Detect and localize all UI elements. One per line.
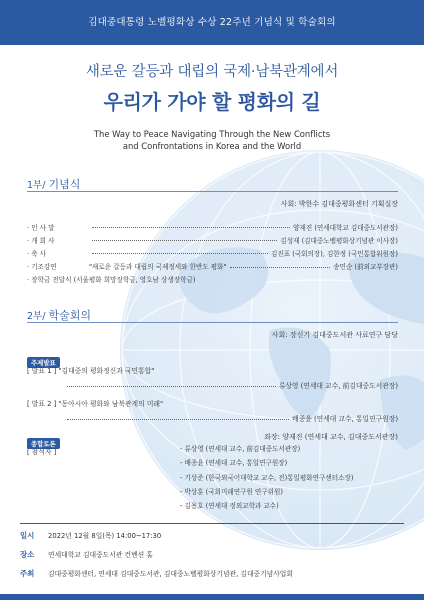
info-host — [20, 568, 293, 579]
part2-title: 학술회의 — [48, 309, 91, 322]
host-value: 김대중평화센터, 연세대 김대중도서관, 김대중노벨평화상기념관, 김대중기념사업회 — [48, 570, 293, 578]
leader-dots — [92, 240, 277, 241]
agenda-speaker: 김성재 (김대중노벨평화상기념관 이사장) — [280, 236, 398, 245]
panelist: - 배종윤 (연세대 교수, 통일연구원장) — [180, 459, 288, 468]
panelist: - 기상준 (한국외국어대학교 교수, 전)통일평화연구센터소장) — [180, 473, 354, 482]
leader-dots — [67, 419, 289, 420]
title-block — [0, 60, 424, 152]
part1-number: 1부/ — [27, 180, 46, 191]
panelist: - 김용호 (연세대 정외교학과 교수) — [180, 502, 279, 511]
agenda-row — [27, 246, 398, 259]
talk-number: [ 발표 1 ] — [27, 367, 57, 375]
place-key: 장소 — [20, 550, 35, 559]
bottom-bar — [0, 594, 424, 600]
leader-dots — [92, 253, 268, 254]
part1-title: 기념식 — [48, 178, 81, 191]
talk-title: "김대중의 평화정신과 국민통합" — [58, 367, 155, 375]
talk-heading — [27, 365, 398, 375]
agenda-label: · 개 회 사 — [27, 236, 55, 245]
panel-chair: 좌장: 양재진 (연세대 교수, 김대중도서관장) — [264, 433, 398, 441]
english-title-line1: The Way to Peace Navigating Through the New Conflicts — [93, 129, 331, 139]
part2-number: 2부/ — [27, 311, 46, 322]
talk-2 — [27, 398, 398, 423]
part1-agenda — [27, 220, 398, 286]
talk-presenter-row — [27, 380, 398, 390]
talk-title: "동아시아 평화와 남북관계의 미래" — [58, 400, 164, 408]
date-key: 일시 — [20, 531, 35, 540]
leader-dots — [230, 267, 331, 268]
panelist: - 류상영 (연세대 교수, 前김대중도서관장) — [180, 445, 301, 453]
english-title-line2: and Confrontations in Korea and the World — [122, 141, 302, 151]
talk-heading — [27, 398, 398, 408]
part2-rule — [27, 322, 398, 323]
agenda-label: · 기조강연 — [27, 263, 57, 272]
host-key: 주최 — [20, 569, 35, 578]
info-date — [20, 530, 161, 541]
banner-text: 김대중대통령 노벨평화상 수상 22주년 기념식 및 학술회의 — [88, 17, 336, 28]
agenda-label: · 축 사 — [27, 249, 47, 258]
talk-number: [ 발표 2 ] — [27, 400, 57, 408]
agenda-row — [27, 220, 398, 233]
agenda-speaker: 양재진 (연세대학교 김대중도서관장) — [293, 223, 398, 232]
info-rule — [20, 523, 404, 524]
part1-rule — [27, 191, 398, 192]
keynote-title: "새로운 갈등과 대립의 국제정세와 한반도 평화" — [89, 263, 227, 272]
talk-presenter: 류상영 (연세대 교수, 前김대중도서관장) — [278, 382, 398, 390]
talk-presenter: 배종윤 (연세대 교수, 통일연구원장) — [292, 415, 398, 423]
panel-label: [ 참석자 ] — [27, 448, 57, 456]
place-value: 연세대학교 김대중도서관 컨벤션 홀 — [48, 551, 153, 559]
panelist: - 박상훈 (국회미래연구원 연구위원) — [180, 487, 283, 496]
agenda-row — [27, 260, 398, 273]
talk-presenter-row — [27, 413, 398, 423]
info-place — [20, 549, 153, 560]
part1-heading — [27, 176, 80, 192]
date-value: 2022년 12월 8일(목) 14:00~17:30 — [48, 532, 162, 540]
main-title: 우리가 가야 할 평화의 길 — [103, 90, 321, 114]
panelist-list — [180, 442, 353, 513]
agenda-speaker: 송민순 (前외교부장관) — [333, 263, 398, 272]
panel-tag: 종합토론 — [27, 438, 60, 449]
leader-dots — [92, 227, 290, 228]
agenda-label: · 인 사 말 — [27, 223, 55, 232]
agenda-row — [27, 273, 398, 286]
title-line1: 새로운 갈등과 대립의 국제·남북관계에서 — [85, 64, 339, 80]
agenda-row — [27, 233, 398, 246]
talk-1 — [27, 365, 398, 390]
part2-heading — [27, 307, 91, 323]
agenda-speaker: 김진표 (국회의장), 김한정 (국민통합위원장) — [271, 249, 398, 258]
part2-host: 사회: 장신기 김대중도서관 사료연구 담당 — [271, 331, 398, 339]
topic-tag: 주제발표 — [27, 357, 60, 368]
english-title — [0, 128, 424, 152]
top-banner — [0, 0, 424, 45]
leader-dots — [67, 386, 276, 387]
agenda-label: · 장학금 전달식 (서울평화 희망장학금, 영호남 상생장학금) — [27, 276, 196, 285]
part1-host: 사회: 박한수 김대중평화센터 기획실장 — [280, 200, 398, 208]
